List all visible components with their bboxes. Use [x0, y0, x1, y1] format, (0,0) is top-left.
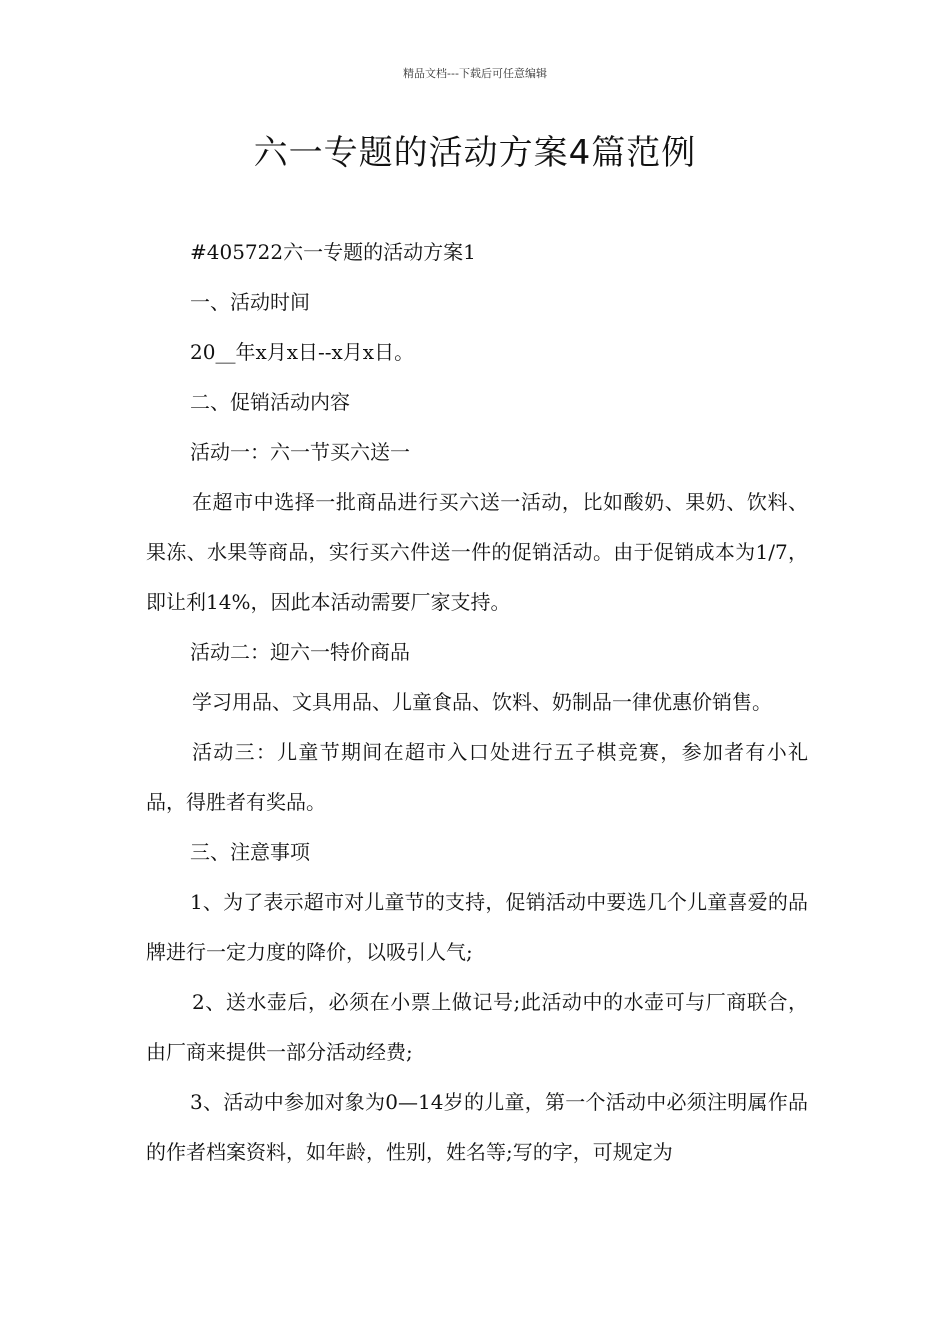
paragraph-activity-one-detail: 在超市中选择一批商品进行买六送一活动，比如酸奶、果奶、饮料、果冻、水果等商品，实行买六件送一件的促销活动。由于促销成本为1/7，即让利14%，因此本活动需要厂家支持。: [146, 490, 808, 614]
document-body: [146, 227, 808, 1177]
paragraph-activity-date: 20__年x月x日--x月x日。: [190, 340, 415, 364]
paragraph-note-one: 1、为了表示超市对儿童节的支持，促销活动中要选几个儿童喜爱的品牌进行一定力度的降价，以吸引人气;: [146, 890, 808, 964]
paragraph-activity-three: 活动三：儿童节期间在超市入口处进行五子棋竞赛，参加者有小礼品，得胜者有奖品。: [146, 740, 808, 814]
paragraph-activity-one-title: 活动一：六一节买六送一: [190, 440, 410, 464]
page-header: 精品文档---下载后可任意编辑: [403, 67, 547, 80]
paragraph-section-heading: #405722六一专题的活动方案1: [190, 240, 476, 264]
paragraph-note-three: 3、活动中参加对象为0—14岁的儿童，第一个活动中必须注明属作品的作者档案资料，如年龄，性别，姓名等;写的字，可规定为: [146, 1090, 808, 1164]
paragraph-activity-two-detail: 学习用品、文具用品、儿童食品、饮料、奶制品一律优惠价销售。: [192, 690, 772, 714]
paragraph-notes-heading: 三、注意事项: [190, 840, 310, 864]
paragraph-promotion-heading: 二、促销活动内容: [190, 390, 350, 414]
paragraph-activity-two-title: 活动二：迎六一特价商品: [190, 640, 410, 664]
paragraph-note-two: 2、送水壶后，必须在小票上做记号;此活动中的水壶可与厂商联合，由厂商来提供一部分活动经费;: [146, 990, 808, 1064]
paragraph-activity-time-heading: 一、活动时间: [190, 290, 310, 314]
document-title: 六一专题的活动方案4篇范例: [253, 133, 697, 173]
